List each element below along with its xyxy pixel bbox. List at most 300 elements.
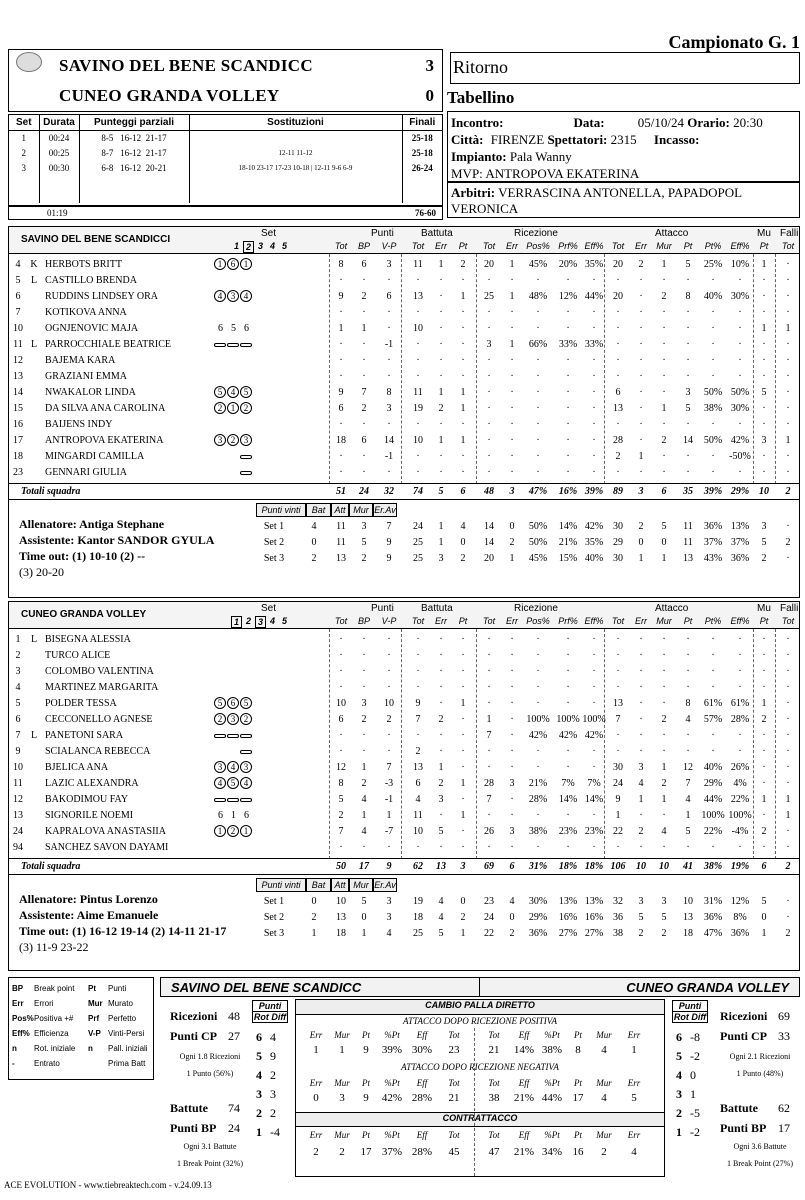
- stat-value: ·: [566, 650, 570, 661]
- stat-value: ·: [416, 730, 420, 741]
- stat-value: ·: [416, 451, 420, 462]
- entered-icon: [227, 343, 239, 347]
- summary-header: Att: [331, 503, 349, 517]
- stat-value: ·: [662, 371, 666, 382]
- player-number: 9: [15, 746, 21, 757]
- cell: %Pt: [544, 1130, 560, 1140]
- stat-value: ·: [536, 307, 540, 318]
- rot-number: 5: [676, 1049, 682, 1063]
- cell: 21: [488, 1044, 500, 1056]
- player-number: 17: [13, 435, 23, 446]
- stat-value: 1: [785, 323, 791, 334]
- player-number: 6: [15, 714, 21, 725]
- player-name: KOTIKOVA ANNA: [45, 307, 127, 318]
- stat-value: 2: [438, 403, 444, 414]
- stat-value: ·: [738, 682, 742, 693]
- stat-value: 57%: [703, 714, 723, 725]
- stat-value: -50%: [729, 451, 751, 462]
- stat-value: ·: [711, 666, 715, 677]
- col-group-mu: Mu: [757, 603, 771, 614]
- home-team-score: 3: [425, 56, 434, 75]
- stat-value: ·: [686, 634, 690, 645]
- punto: 1 Punto (56%): [186, 1069, 234, 1078]
- player-number: 13: [13, 371, 23, 382]
- cell: %Pt: [384, 1078, 400, 1088]
- stat-value: 2: [638, 259, 644, 270]
- set-summary-value: 1: [311, 928, 317, 939]
- set-summary-value: 29: [613, 537, 623, 548]
- stat-value: 21%: [528, 778, 548, 789]
- total-value: 89: [613, 486, 623, 497]
- set-value: 6: [218, 810, 223, 821]
- stat-value: 5: [438, 826, 444, 837]
- stat-value: ·: [536, 810, 540, 821]
- player-name: GENNARI GIULIA: [45, 467, 127, 478]
- stat-value: 1: [361, 762, 367, 773]
- stat-value: ·: [662, 307, 666, 318]
- player-name: BJELICA ANA: [45, 762, 109, 773]
- stat-value: 4: [415, 794, 421, 805]
- stat-value: 3: [386, 259, 392, 270]
- col-sub: Tot: [334, 241, 348, 251]
- total-value: 69: [484, 861, 494, 872]
- stat-value: 10%: [730, 259, 750, 270]
- cell: Mur: [334, 1130, 350, 1140]
- stat-value: ·: [786, 291, 790, 302]
- stat-value: ·: [592, 275, 596, 286]
- stat-value: ·: [566, 810, 570, 821]
- start-rotation-icon: 4: [240, 777, 252, 789]
- legend-key: n: [12, 1044, 17, 1053]
- mvp: MVP: ANTROPOVA EKATERINA: [451, 166, 640, 181]
- stat-value: ·: [461, 323, 465, 334]
- set-value: 5: [231, 323, 236, 334]
- stat-value: ·: [738, 355, 742, 366]
- stat-value: ·: [786, 275, 790, 286]
- set-summary-value: 38: [613, 928, 623, 939]
- assistant-coach: Assistente: Aime Emanuele: [19, 908, 159, 922]
- set-summary-value: 3: [761, 521, 767, 532]
- stat-value: 1: [438, 762, 444, 773]
- player-name: BAKODIMOU FAY: [45, 794, 129, 805]
- stat-value: 14: [384, 435, 394, 446]
- stat-value: ·: [738, 419, 742, 430]
- set-summary-label: Set 3: [263, 928, 285, 939]
- stat-value: ·: [762, 307, 766, 318]
- stat-value: 22%: [730, 794, 750, 805]
- legend-key: Pt: [88, 984, 96, 993]
- stat-value: 33%: [584, 339, 604, 350]
- rot-diff: Rot Diff: [253, 1012, 287, 1022]
- set-summary-value: 2: [785, 928, 791, 939]
- legend-key: n: [88, 1044, 93, 1053]
- stat-value: 61%: [730, 698, 750, 709]
- set-summary-value: 5: [438, 928, 444, 939]
- cell: 8: [575, 1044, 581, 1056]
- stat-value: 11: [413, 810, 423, 821]
- stat-value: ·: [536, 842, 540, 853]
- stat-value: ·: [786, 650, 790, 661]
- stat-value: 20: [484, 259, 494, 270]
- player-number: 11: [13, 778, 23, 789]
- stat-value: 1: [438, 435, 444, 446]
- stat-value: ·: [786, 746, 790, 757]
- set-summary-value: 0: [311, 537, 317, 548]
- cell: Err: [627, 1030, 641, 1040]
- col-sub: Pt: [458, 616, 468, 626]
- divider: [479, 978, 480, 996]
- stat-value: ·: [686, 451, 690, 462]
- set-summary-value: 2: [361, 553, 367, 564]
- total-value: 3: [460, 861, 466, 872]
- set-summary-value: 10: [336, 896, 346, 907]
- stat-value: ·: [566, 307, 570, 318]
- stat-value: ·: [387, 746, 391, 757]
- set-summary-value: 30: [613, 521, 623, 532]
- player-name: CASTILLO BRENDA: [45, 275, 137, 286]
- stat-value: 24: [613, 778, 623, 789]
- player-number: 4: [15, 682, 21, 693]
- stat-value: 1: [460, 403, 466, 414]
- player-name: BAJEMA KARA: [45, 355, 116, 366]
- start-rotation-icon: 6: [227, 697, 239, 709]
- stat-value: 2: [361, 403, 367, 414]
- stat-value: ·: [487, 698, 491, 709]
- legend-desc: Vinti-Persi: [108, 1029, 145, 1038]
- stat-value: ·: [461, 451, 465, 462]
- stat-value: 3: [361, 698, 367, 709]
- stat-value: 2: [338, 810, 344, 821]
- stat-value: ·: [566, 323, 570, 334]
- stat-value: ·: [762, 746, 766, 757]
- stat-value: 1: [685, 810, 691, 821]
- stat-value: ·: [487, 746, 491, 757]
- player-name: BAIJENS INDY: [45, 419, 113, 430]
- set-summary-value: 9: [386, 537, 392, 548]
- stat-value: ·: [762, 666, 766, 677]
- stat-value: ·: [416, 307, 420, 318]
- stat-value: 3: [486, 339, 492, 350]
- stat-value: ·: [362, 634, 366, 645]
- stat-value: 2: [460, 259, 466, 270]
- stat-value: 25%: [703, 259, 723, 270]
- col-group-punti: Punti: [371, 603, 394, 614]
- stat-value: 1: [638, 451, 644, 462]
- stat-value: ·: [510, 714, 514, 725]
- col-sub: Tot: [482, 616, 496, 626]
- stat-value: ·: [439, 291, 443, 302]
- stat-value: ·: [662, 746, 666, 757]
- player-name: MINGARDI CAMILLA: [45, 451, 145, 462]
- stat-value: 25: [484, 291, 494, 302]
- cell: %Pt: [384, 1130, 400, 1140]
- stat-value: ·: [387, 666, 391, 677]
- set-summary-value: 13: [336, 553, 346, 564]
- stat-value: ·: [566, 275, 570, 286]
- stat-value: ·: [686, 467, 690, 478]
- stat-value: 1: [460, 387, 466, 398]
- total-value: 35: [683, 486, 693, 497]
- set-summary-value: 29%: [528, 912, 548, 923]
- stat-value: 7: [386, 762, 392, 773]
- stat-value: ·: [686, 419, 690, 430]
- stat-value: ·: [762, 467, 766, 478]
- stat-value: 1: [438, 387, 444, 398]
- stat-value: 1: [761, 794, 767, 805]
- stat-value: ·: [639, 746, 643, 757]
- stat-value: ·: [616, 746, 620, 757]
- player-row: [9, 792, 799, 808]
- stat-value: ·: [639, 666, 643, 677]
- stat-value: ·: [786, 682, 790, 693]
- total-value: 19%: [730, 861, 750, 872]
- stat-value: ·: [487, 275, 491, 286]
- set-summary-value: 1: [509, 553, 515, 564]
- att-neg-title: ATTACCO DOPO RICEZIONE NEGATIVA: [401, 1062, 559, 1072]
- stat-value: ·: [339, 682, 343, 693]
- stat-value: ·: [387, 307, 391, 318]
- player-name: DA SILVA ANA CAROLINA: [45, 403, 166, 414]
- total-value: 62: [413, 861, 423, 872]
- cell: Eff: [416, 1078, 428, 1088]
- team-name: SAVINO DEL BENE SCANDICCI: [21, 234, 171, 245]
- set-summary-value: 2: [509, 928, 515, 939]
- stat-value: 1: [386, 810, 392, 821]
- stat-value: ·: [786, 666, 790, 677]
- player-row: [9, 776, 799, 792]
- stat-value: 4%: [733, 778, 747, 789]
- stat-value: 50%: [730, 387, 750, 398]
- player-sets: [214, 792, 274, 808]
- stat-value: ·: [416, 371, 420, 382]
- stat-value: ·: [510, 810, 514, 821]
- stat-value: ·: [738, 650, 742, 661]
- stat-value: 1: [509, 259, 515, 270]
- stat-value: 1: [785, 794, 791, 805]
- stat-value: ·: [510, 435, 514, 446]
- rot-number: 4: [676, 1068, 682, 1082]
- player-number: 5: [15, 698, 21, 709]
- stat-value: ·: [639, 682, 643, 693]
- col-sub: Tot: [611, 241, 625, 251]
- stat-value: ·: [339, 842, 343, 853]
- stat-value: ·: [536, 467, 540, 478]
- total-value: 18%: [558, 861, 578, 872]
- col-sub: Err: [506, 616, 518, 626]
- stat-value: ·: [339, 355, 343, 366]
- col-group-ricezione: Ricezione: [514, 603, 558, 614]
- stat-value: ·: [762, 275, 766, 286]
- stat-value: ·: [439, 650, 443, 661]
- stat-value: ·: [711, 307, 715, 318]
- set-summary-value: 5: [761, 537, 767, 548]
- total-value: 24: [359, 486, 369, 497]
- total-value: 6: [509, 861, 515, 872]
- cell: 38: [488, 1092, 500, 1104]
- stat-value: ·: [487, 371, 491, 382]
- stat-value: ·: [686, 842, 690, 853]
- stat-value: 1: [460, 810, 466, 821]
- stat-value: ·: [662, 634, 666, 645]
- cell: Tot: [448, 1130, 460, 1140]
- player-row: [9, 401, 799, 417]
- set-number: 2: [245, 616, 251, 626]
- stat-value: ·: [639, 323, 643, 334]
- start-rotation-icon: 3: [214, 434, 226, 446]
- set-summary-value: 47%: [703, 928, 723, 939]
- stat-value: 42%: [528, 730, 548, 741]
- stat-value: ·: [762, 355, 766, 366]
- set-value: 6: [244, 810, 249, 821]
- set-summary-row: [9, 551, 799, 567]
- cell: Pt: [362, 1130, 370, 1140]
- start-rotation-icon: 1: [240, 825, 252, 837]
- set-summary-value: 2: [460, 553, 466, 564]
- col-sub: Tot: [781, 616, 795, 626]
- total-value: 3: [638, 486, 644, 497]
- contr-title: CONTRATTACCO: [296, 1112, 664, 1127]
- stat-value: 50%: [703, 435, 723, 446]
- stat-value: 100%: [701, 810, 725, 821]
- stat-value: ·: [662, 275, 666, 286]
- stat-value: 2: [361, 291, 367, 302]
- stat-value: ·: [510, 730, 514, 741]
- stat-value: ·: [662, 355, 666, 366]
- rot-number: 3: [676, 1087, 682, 1101]
- player-number: 4: [15, 259, 21, 270]
- stat-value: 28: [613, 435, 623, 446]
- stat-value: ·: [536, 403, 540, 414]
- set-summary-value: 36%: [703, 521, 723, 532]
- set-summary-value: 30%: [528, 896, 548, 907]
- stat-value: ·: [592, 666, 596, 677]
- player-row: [9, 632, 799, 648]
- stat-value: 22%: [703, 826, 723, 837]
- stat-value: ·: [439, 419, 443, 430]
- timeouts: Time out: (1) 10-10 (2) --: [19, 549, 146, 563]
- set-summary-value: 4: [509, 896, 515, 907]
- summary-header: Er.Av: [374, 505, 396, 515]
- stat-value: ·: [686, 666, 690, 677]
- summary-home: SAVINO DEL BENE SCANDICC: [171, 980, 362, 995]
- stat-value: 3: [509, 826, 515, 837]
- cell: 38%: [541, 1044, 563, 1056]
- legend-row: [12, 996, 150, 1011]
- stat-value: ·: [487, 842, 491, 853]
- stat-value: ·: [339, 339, 343, 350]
- stat-value: ·: [536, 435, 540, 446]
- stat-value: 8: [685, 698, 691, 709]
- stat-value: ·: [711, 682, 715, 693]
- stat-value: ·: [711, 323, 715, 334]
- stat-value: ·: [536, 746, 540, 757]
- legend-desc: Punti: [108, 984, 127, 993]
- set-summary-value: 4: [438, 912, 444, 923]
- set-summary-value: 11: [683, 521, 693, 532]
- stat-value: ·: [711, 634, 715, 645]
- stat-value: ·: [566, 403, 570, 414]
- player-name: MARTINEZ MARGARITA: [45, 682, 159, 693]
- stat-value: ·: [592, 371, 596, 382]
- stat-value: 38%: [528, 826, 548, 837]
- player-name: TURCO ALICE: [45, 650, 111, 661]
- col-sub: BP: [357, 241, 370, 251]
- cell: Tot: [448, 1030, 460, 1040]
- stat-value: ·: [738, 666, 742, 677]
- set-summary-value: 2: [638, 521, 644, 532]
- stat-value: 11: [413, 387, 423, 398]
- stat-value: ·: [786, 419, 790, 430]
- stat-value: 4: [661, 826, 667, 837]
- col-group-attacco: Attacco: [655, 603, 689, 614]
- ogni-battute: Ogni 3.1 Battute: [183, 1142, 237, 1151]
- set-summary-row: [9, 926, 799, 942]
- player-sets: [214, 449, 274, 465]
- player-name: SANCHEZ SAVON DAYAMI: [45, 842, 169, 853]
- stat-value: ·: [416, 634, 420, 645]
- stat-value: 2: [438, 714, 444, 725]
- set-summary-value: 8%: [733, 912, 747, 923]
- set-summary-value: 0: [509, 912, 515, 923]
- stat-value: ·: [762, 762, 766, 773]
- totals-row: [9, 483, 799, 500]
- set-summary-value: 12%: [730, 896, 750, 907]
- bat-label: Battute: [170, 1101, 208, 1115]
- cell: Eff: [416, 1130, 428, 1140]
- player-name: ANTROPOVA EKATERINA: [45, 435, 164, 446]
- stat-value: ·: [339, 467, 343, 478]
- stat-value: 9: [338, 387, 344, 398]
- set-summary-value: 13: [683, 553, 693, 564]
- cell: 39%: [381, 1044, 403, 1056]
- legend-desc: Murato: [108, 999, 133, 1008]
- stat-value: ·: [439, 307, 443, 318]
- cell: 16: [572, 1146, 584, 1158]
- stat-value: -4%: [731, 826, 749, 837]
- stat-value: ·: [566, 451, 570, 462]
- stat-value: 7: [361, 387, 367, 398]
- stat-value: ·: [461, 419, 465, 430]
- cell: Mur: [334, 1030, 350, 1040]
- start-rotation-icon: 2: [240, 402, 252, 414]
- stat-value: 3: [685, 387, 691, 398]
- set-summary-value: 3: [638, 896, 644, 907]
- set-summary-value: 1: [761, 928, 767, 939]
- stat-value: ·: [639, 355, 643, 366]
- player-number: 7: [15, 730, 21, 741]
- set-summary-value: 5: [661, 521, 667, 532]
- cell: Tot: [488, 1078, 500, 1088]
- entered-icon: [240, 734, 252, 738]
- away-team-name: CUNEO GRANDA VOLLEY: [59, 86, 280, 105]
- stat-value: ·: [439, 451, 443, 462]
- stat-value: 10: [336, 698, 346, 709]
- legend-key: Eff%: [12, 1029, 30, 1038]
- player-name: PANETONI SARA: [45, 730, 124, 741]
- cell: 42%: [381, 1092, 403, 1104]
- total-value: 106: [610, 861, 626, 872]
- stat-value: ·: [662, 810, 666, 821]
- stat-value: 1: [338, 323, 344, 334]
- set-row: 3 00:30 6-8 16-12 20-21 18-10 23-17 17-23 10-18 | 12-11 9-6 6-9 26-24: [9, 160, 442, 175]
- cell: Pt: [574, 1130, 582, 1140]
- stat-value: 20: [613, 259, 623, 270]
- player-row: [9, 257, 799, 273]
- set-summary-row: [9, 535, 799, 551]
- col-finali: Finali: [402, 115, 442, 130]
- start-rotation-icon: 5: [214, 697, 226, 709]
- stat-value: ·: [592, 387, 596, 398]
